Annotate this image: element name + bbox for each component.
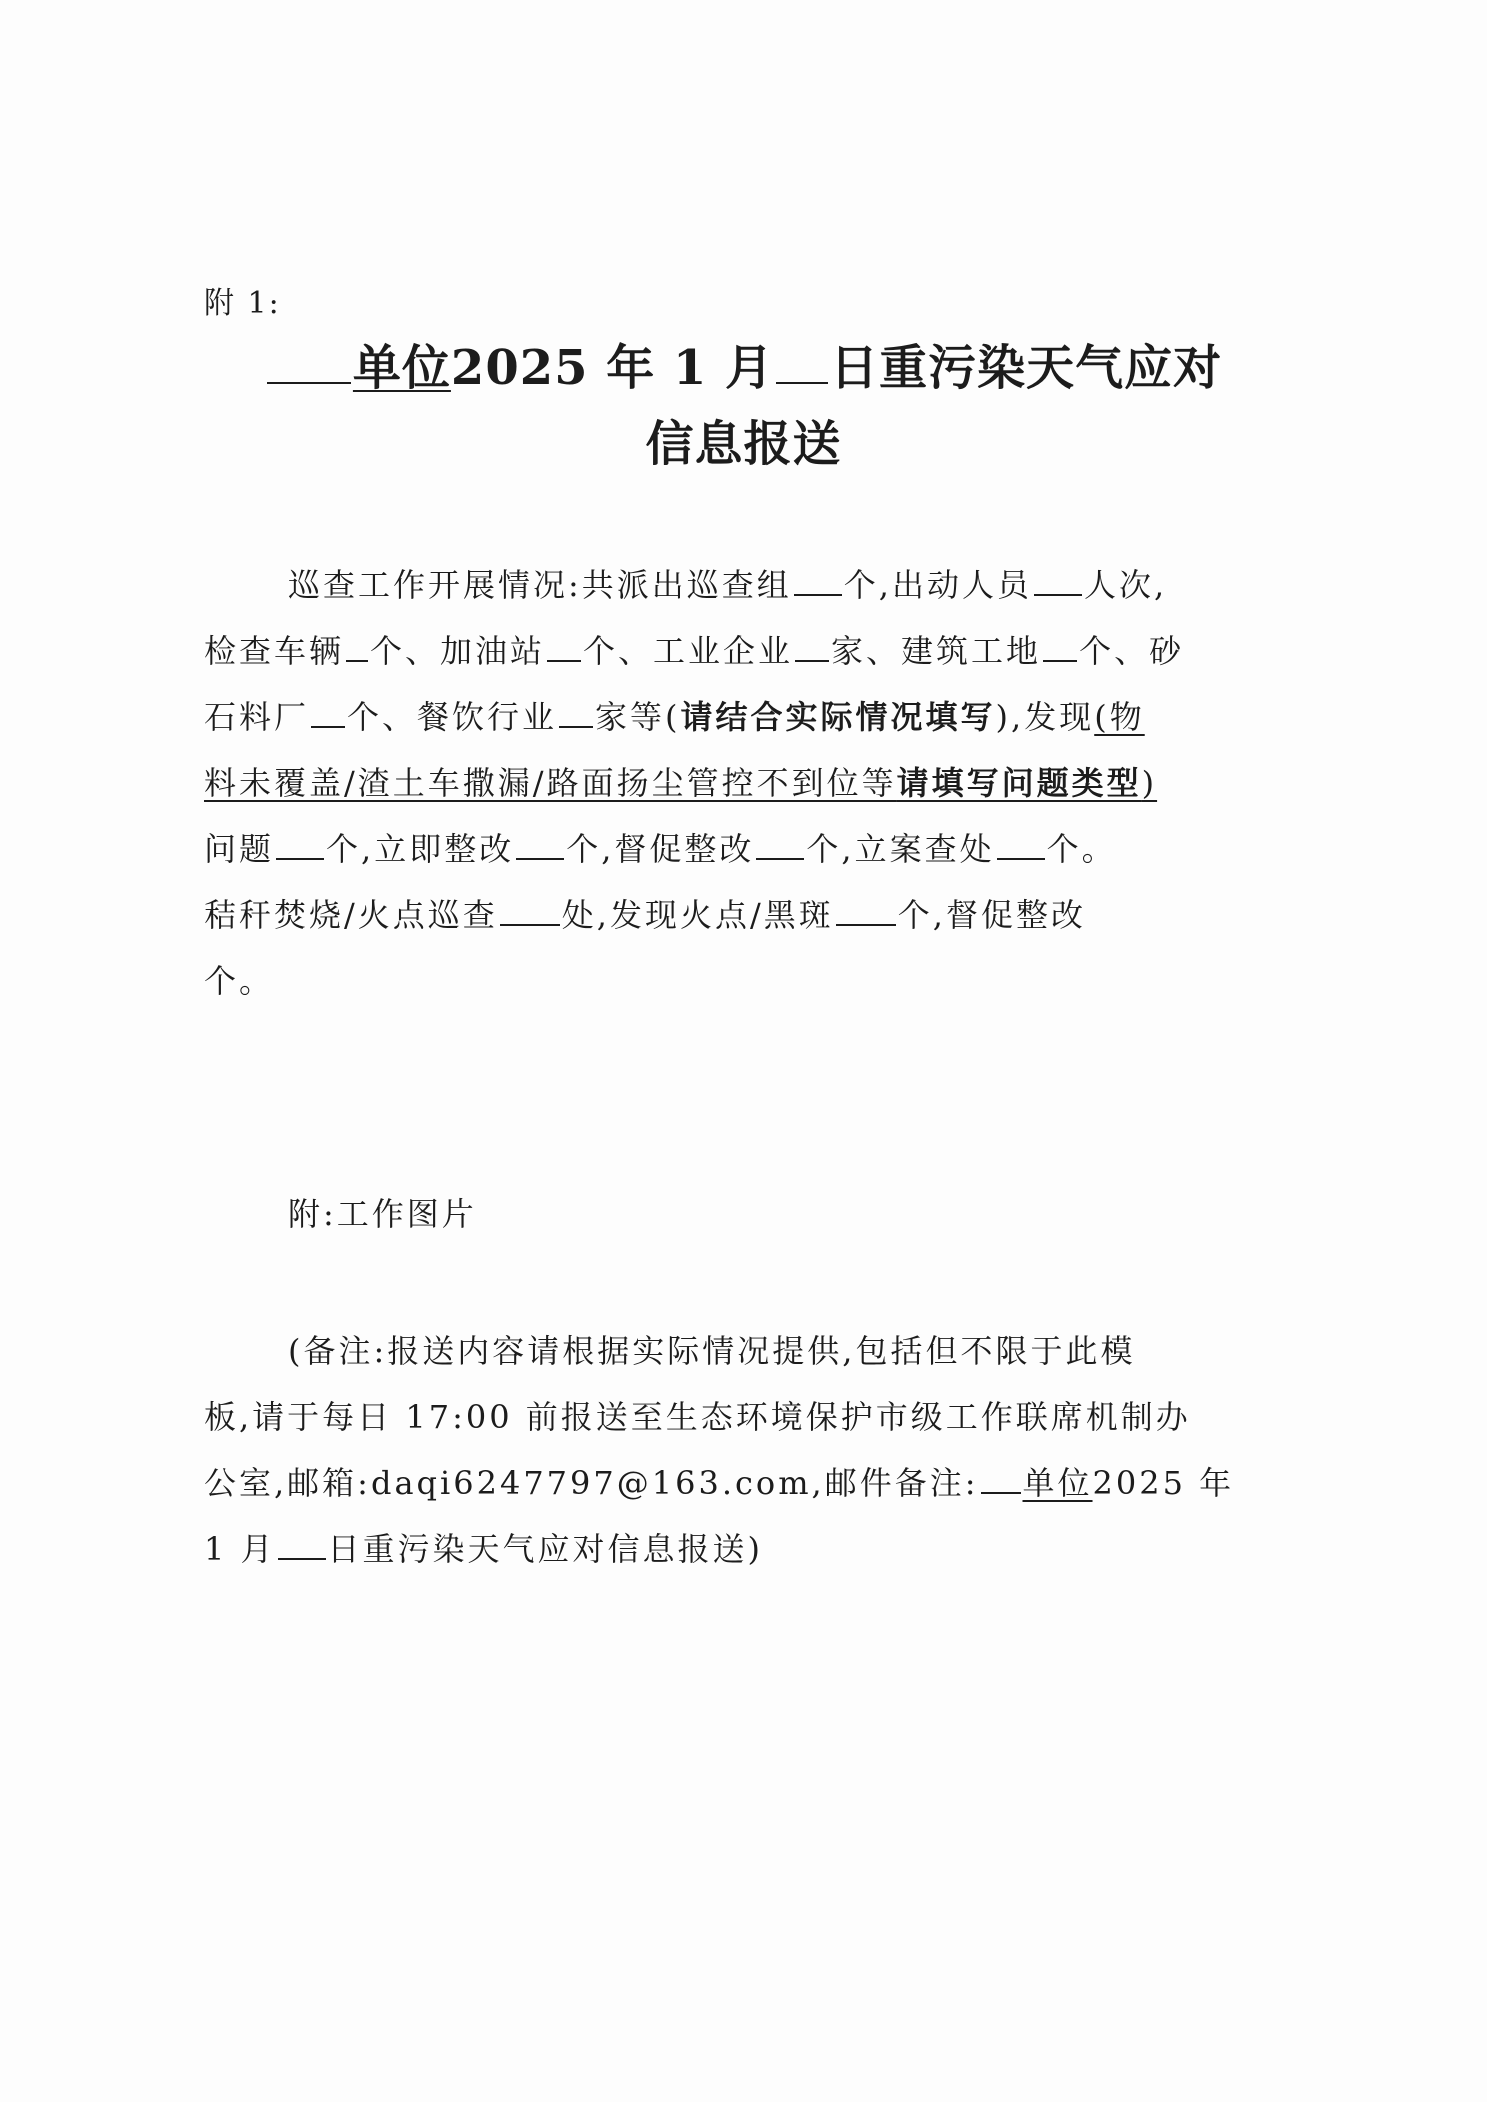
blank [516,857,564,860]
remark-paragraph [204,1318,1298,1582]
blank [278,1557,326,1560]
text: 人次, [1083,566,1168,604]
photos-label: 附:工作图片 [288,1195,477,1233]
page-title-line2: 信息报送 [645,416,842,472]
title-subject: 日重污染天气应对 [830,340,1223,396]
patrol-paragraph [204,552,1298,1014]
patrol-line [204,816,1298,882]
remark-line: 板,请于每日 17:00 前报送至生态环境保护市级工作联席机制办 [204,1398,1191,1436]
title-unit-blank [267,381,351,384]
text: 家、建筑工地 [831,632,1042,670]
blank [1034,593,1082,596]
text: 个、砂 [1079,632,1185,670]
title-date: 2025 年 1 月 [450,340,775,396]
patrol-line [204,948,1298,1014]
text: 个,督促整改 [897,896,1086,934]
blank [794,593,842,596]
blank [276,857,324,860]
patrol-line [204,750,1298,816]
patrol-line [204,552,1298,618]
text: 公室,邮箱:daqi6247797@163.com,邮件备注: [204,1464,979,1502]
blank [1043,659,1077,662]
text: 日重污染天气应对信息报送) [327,1530,764,1568]
patrol-line [204,882,1298,948]
blank [981,1491,1021,1494]
blank [836,923,896,926]
bold-instruction: 请结合实际情况填写 [680,698,996,736]
text: 个、餐饮行业 [347,698,558,736]
underlined-text: 单位 [1022,1464,1093,1502]
underlined-text: ) [1141,764,1158,802]
remark-line: (备注:报送内容请根据实际情况提供,包括但不限于此模 [288,1332,1136,1370]
attachment-label: 附 1: [204,286,281,321]
text: 处,发现火点/黑斑 [561,896,834,934]
blank [346,659,368,662]
blank [311,725,345,728]
text: 问题 [204,830,275,868]
blank [547,659,581,662]
title-unit: 单位 [352,340,451,396]
blank [500,923,560,926]
bold-instruction: 请填写问题类型 [896,764,1142,802]
text: 巡查工作开展情况:共派出巡查组 [288,566,792,604]
underlined-text: 料未覆盖/渣土车撒漏/路面扬尘管控不到位等 [204,764,897,802]
text: 2025 年 [1092,1464,1235,1502]
text: 石料厂 [204,698,310,736]
text: 个,立案查处 [806,830,995,868]
remark-line [204,1516,1298,1582]
text: 个,立即整改 [326,830,515,868]
text: 个,出动人员 [843,566,1032,604]
patrol-line [204,684,1298,750]
text: 个、工业企业 [583,632,794,670]
text: 1 月 [204,1530,276,1568]
text: 个。 [204,962,275,1000]
title-day-blank [776,381,828,384]
blank [795,659,829,662]
text: 家等( [595,698,681,736]
text: 个。 [1046,830,1117,868]
text: 秸秆焚烧/火点巡查 [204,896,498,934]
remark-line [204,1450,1298,1516]
blank [756,857,804,860]
patrol-line [204,618,1298,684]
blank [997,857,1045,860]
text: 个,督促整改 [566,830,755,868]
text: 检查车辆 [204,632,345,670]
blank [559,725,593,728]
page-title [0,336,1487,400]
underlined-text: (物 [1094,698,1145,736]
text: ),发现 [995,698,1095,736]
text: 个、加油站 [370,632,546,670]
